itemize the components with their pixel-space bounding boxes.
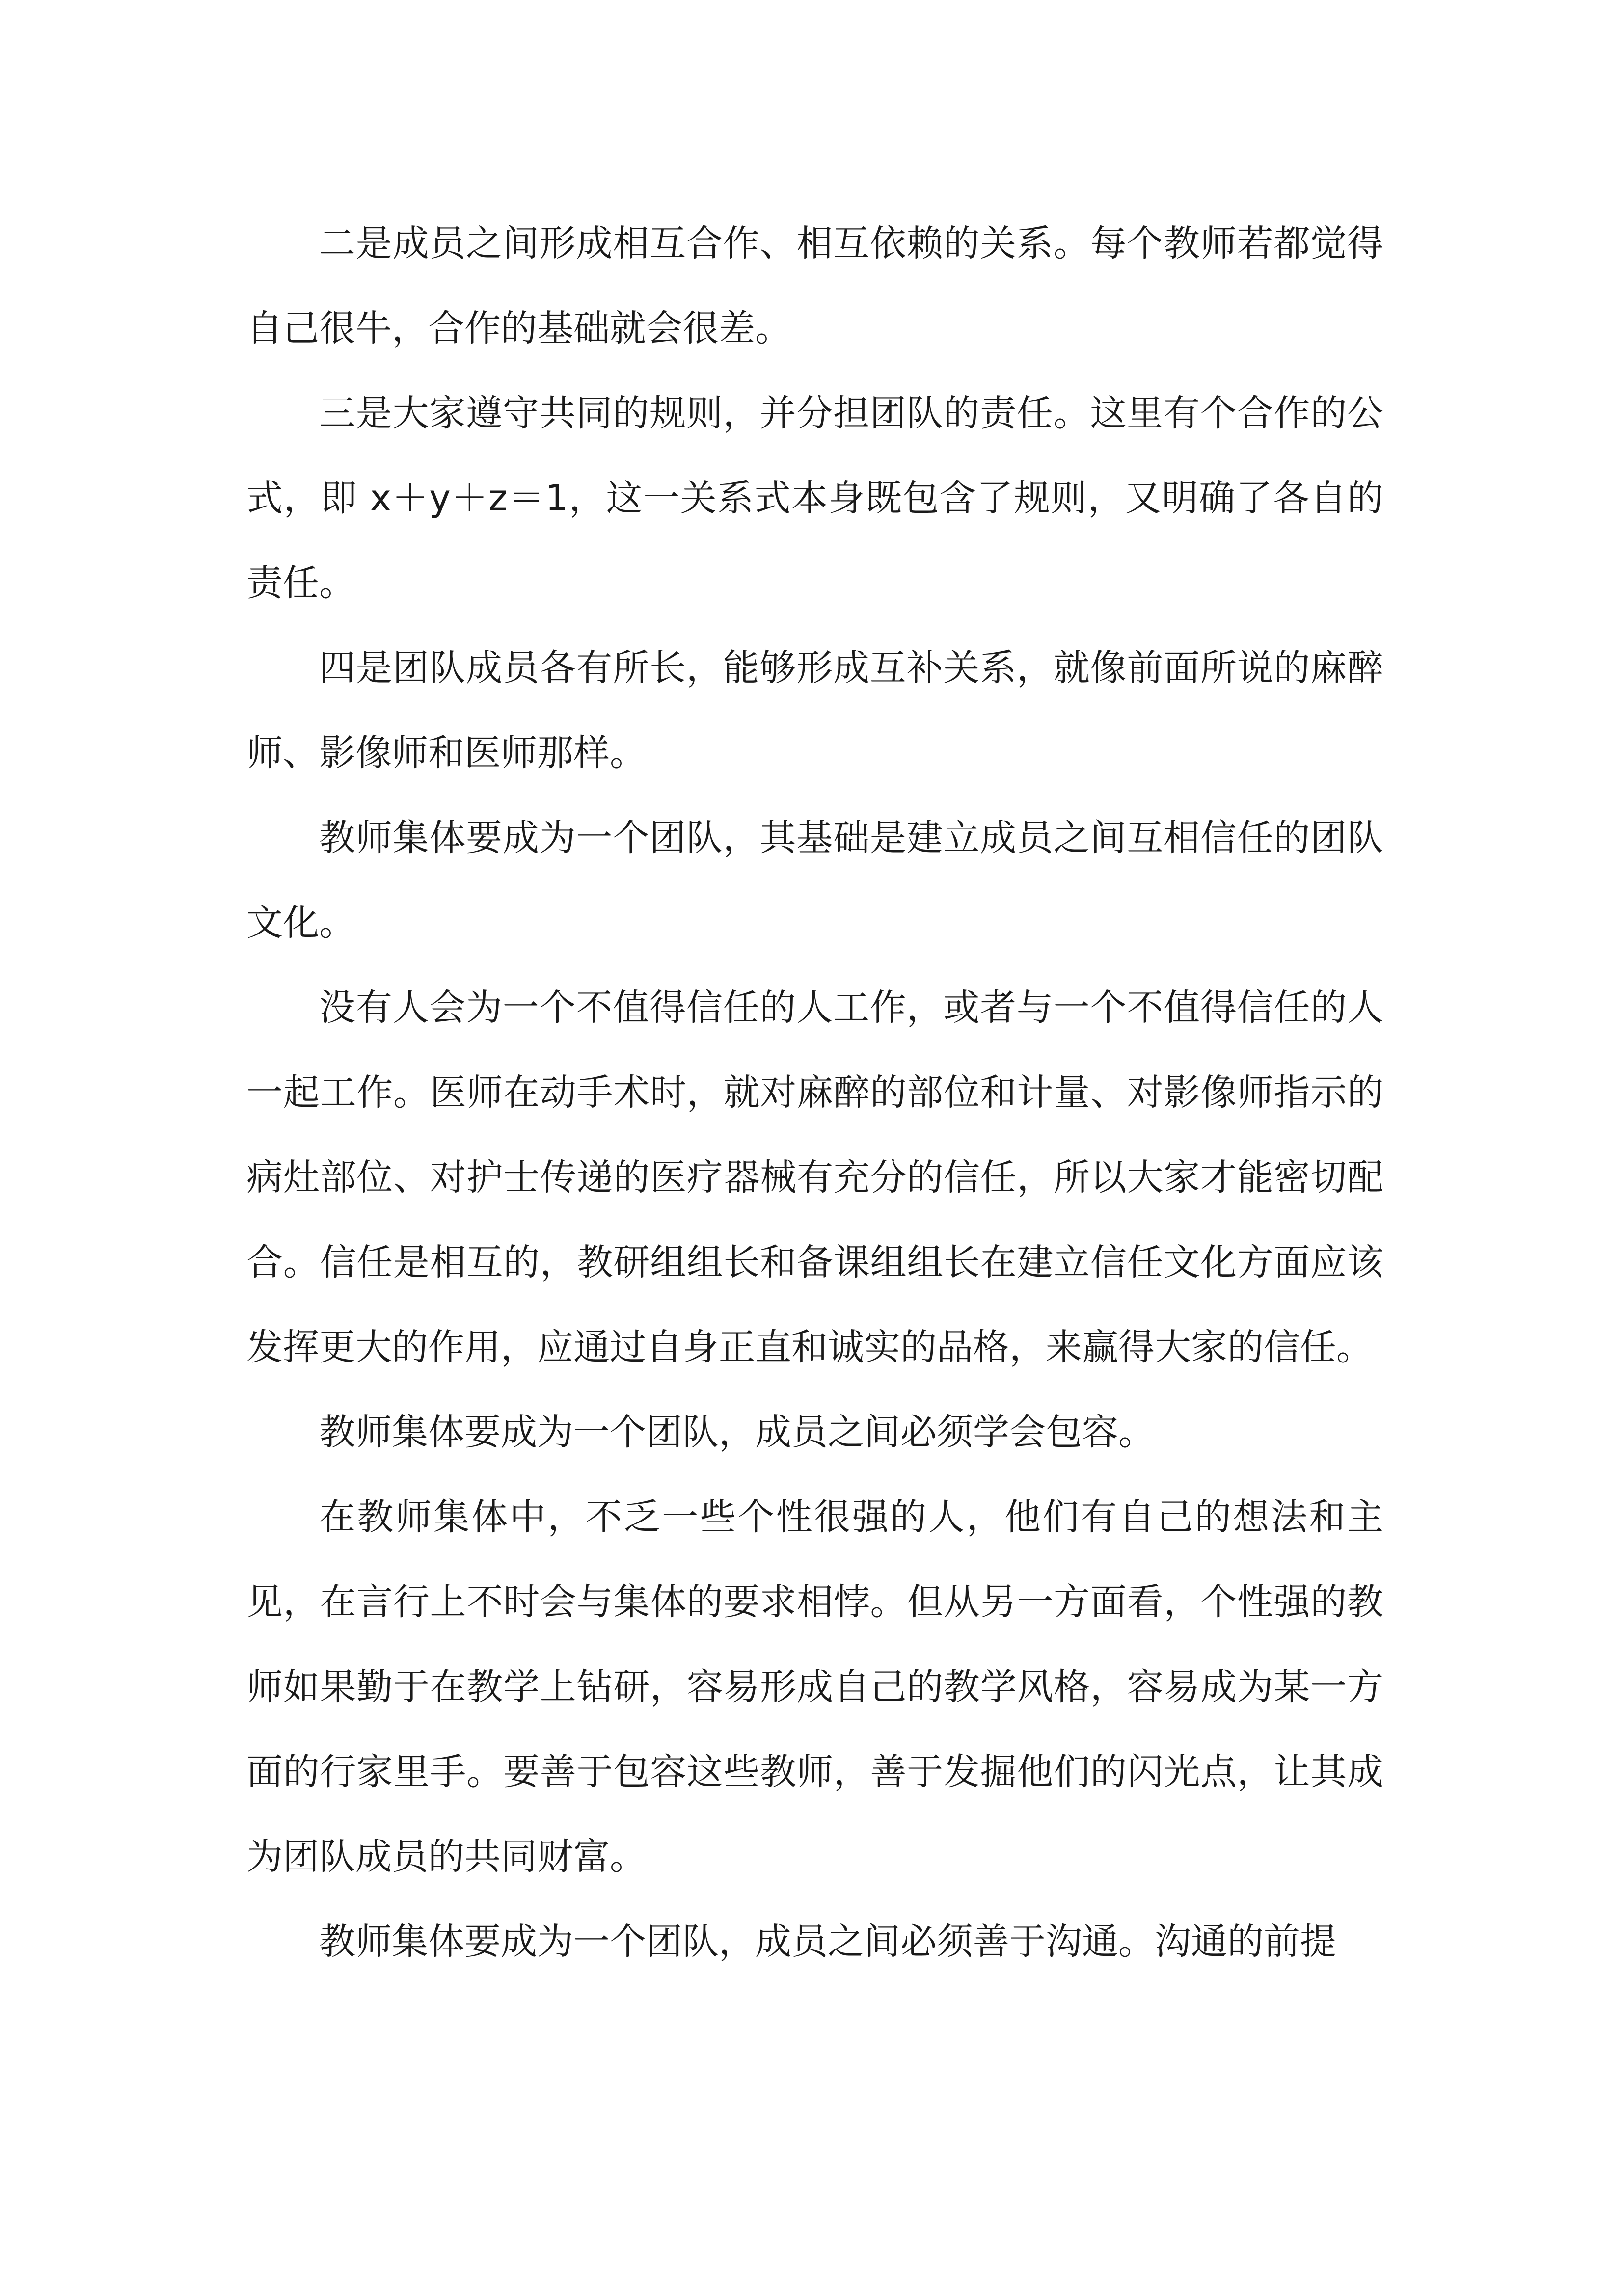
paragraph-complementary: 四是团队成员各有所长，能够形成互补关系，就像前面所说的麻醉师、影像师和医师那样。 <box>246 647 1383 774</box>
document-body <box>246 201 1383 1984</box>
paragraph-rules: 三是大家遵守共同的规则，并分担团队的责任。这里有个合作的公式，即 x＋y＋z＝1，这一关系式本身既包含了规则，又明确了各自的责任。 <box>246 392 1383 604</box>
paragraph-tolerance: 教师集体要成为一个团队，成员之间必须学会包容。 <box>319 1411 1155 1453</box>
paragraph-trust-example: 没有人会为一个不值得信任的人工作，或者与一个不值得信任的人一起工作。医师在动手术时，就对麻醉的部位和计量、对影像师指示的病灶部位、对护士传递的医疗器械有充分的信任，所以大家才能密切配合。信任是相互的，教研组组长和备课组组长在建立信任文化方面应该发挥更大的作用，应通过自身正直和诚实的品格，来赢得大家的信任。 <box>246 987 1383 1368</box>
paragraph-communication: 教师集体要成为一个团队，成员之间必须善于沟通。沟通的前提 <box>319 1921 1336 1963</box>
paragraph-individuality: 在教师集体中，不乏一些个性很强的人，他们有自己的想法和主见，在言行上不时会与集体的要求相悖。但从另一方面看，个性强的教师如果勤于在教学上钻研，容易形成自己的教学风格，容易成为某一方面的行家里手。要善于包容这些教师，善于发掘他们的闪光点，让其成为团队成员的共同财富。 <box>246 1496 1383 1878</box>
paragraph-trust-culture: 教师集体要成为一个团队，其基础是建立成员之间互相信任的团队文化。 <box>246 817 1383 944</box>
paragraph-cooperation: 二是成员之间形成相互合作、相互依赖的关系。每个教师若都觉得自己很牛，合作的基础就会很差。 <box>246 222 1383 349</box>
